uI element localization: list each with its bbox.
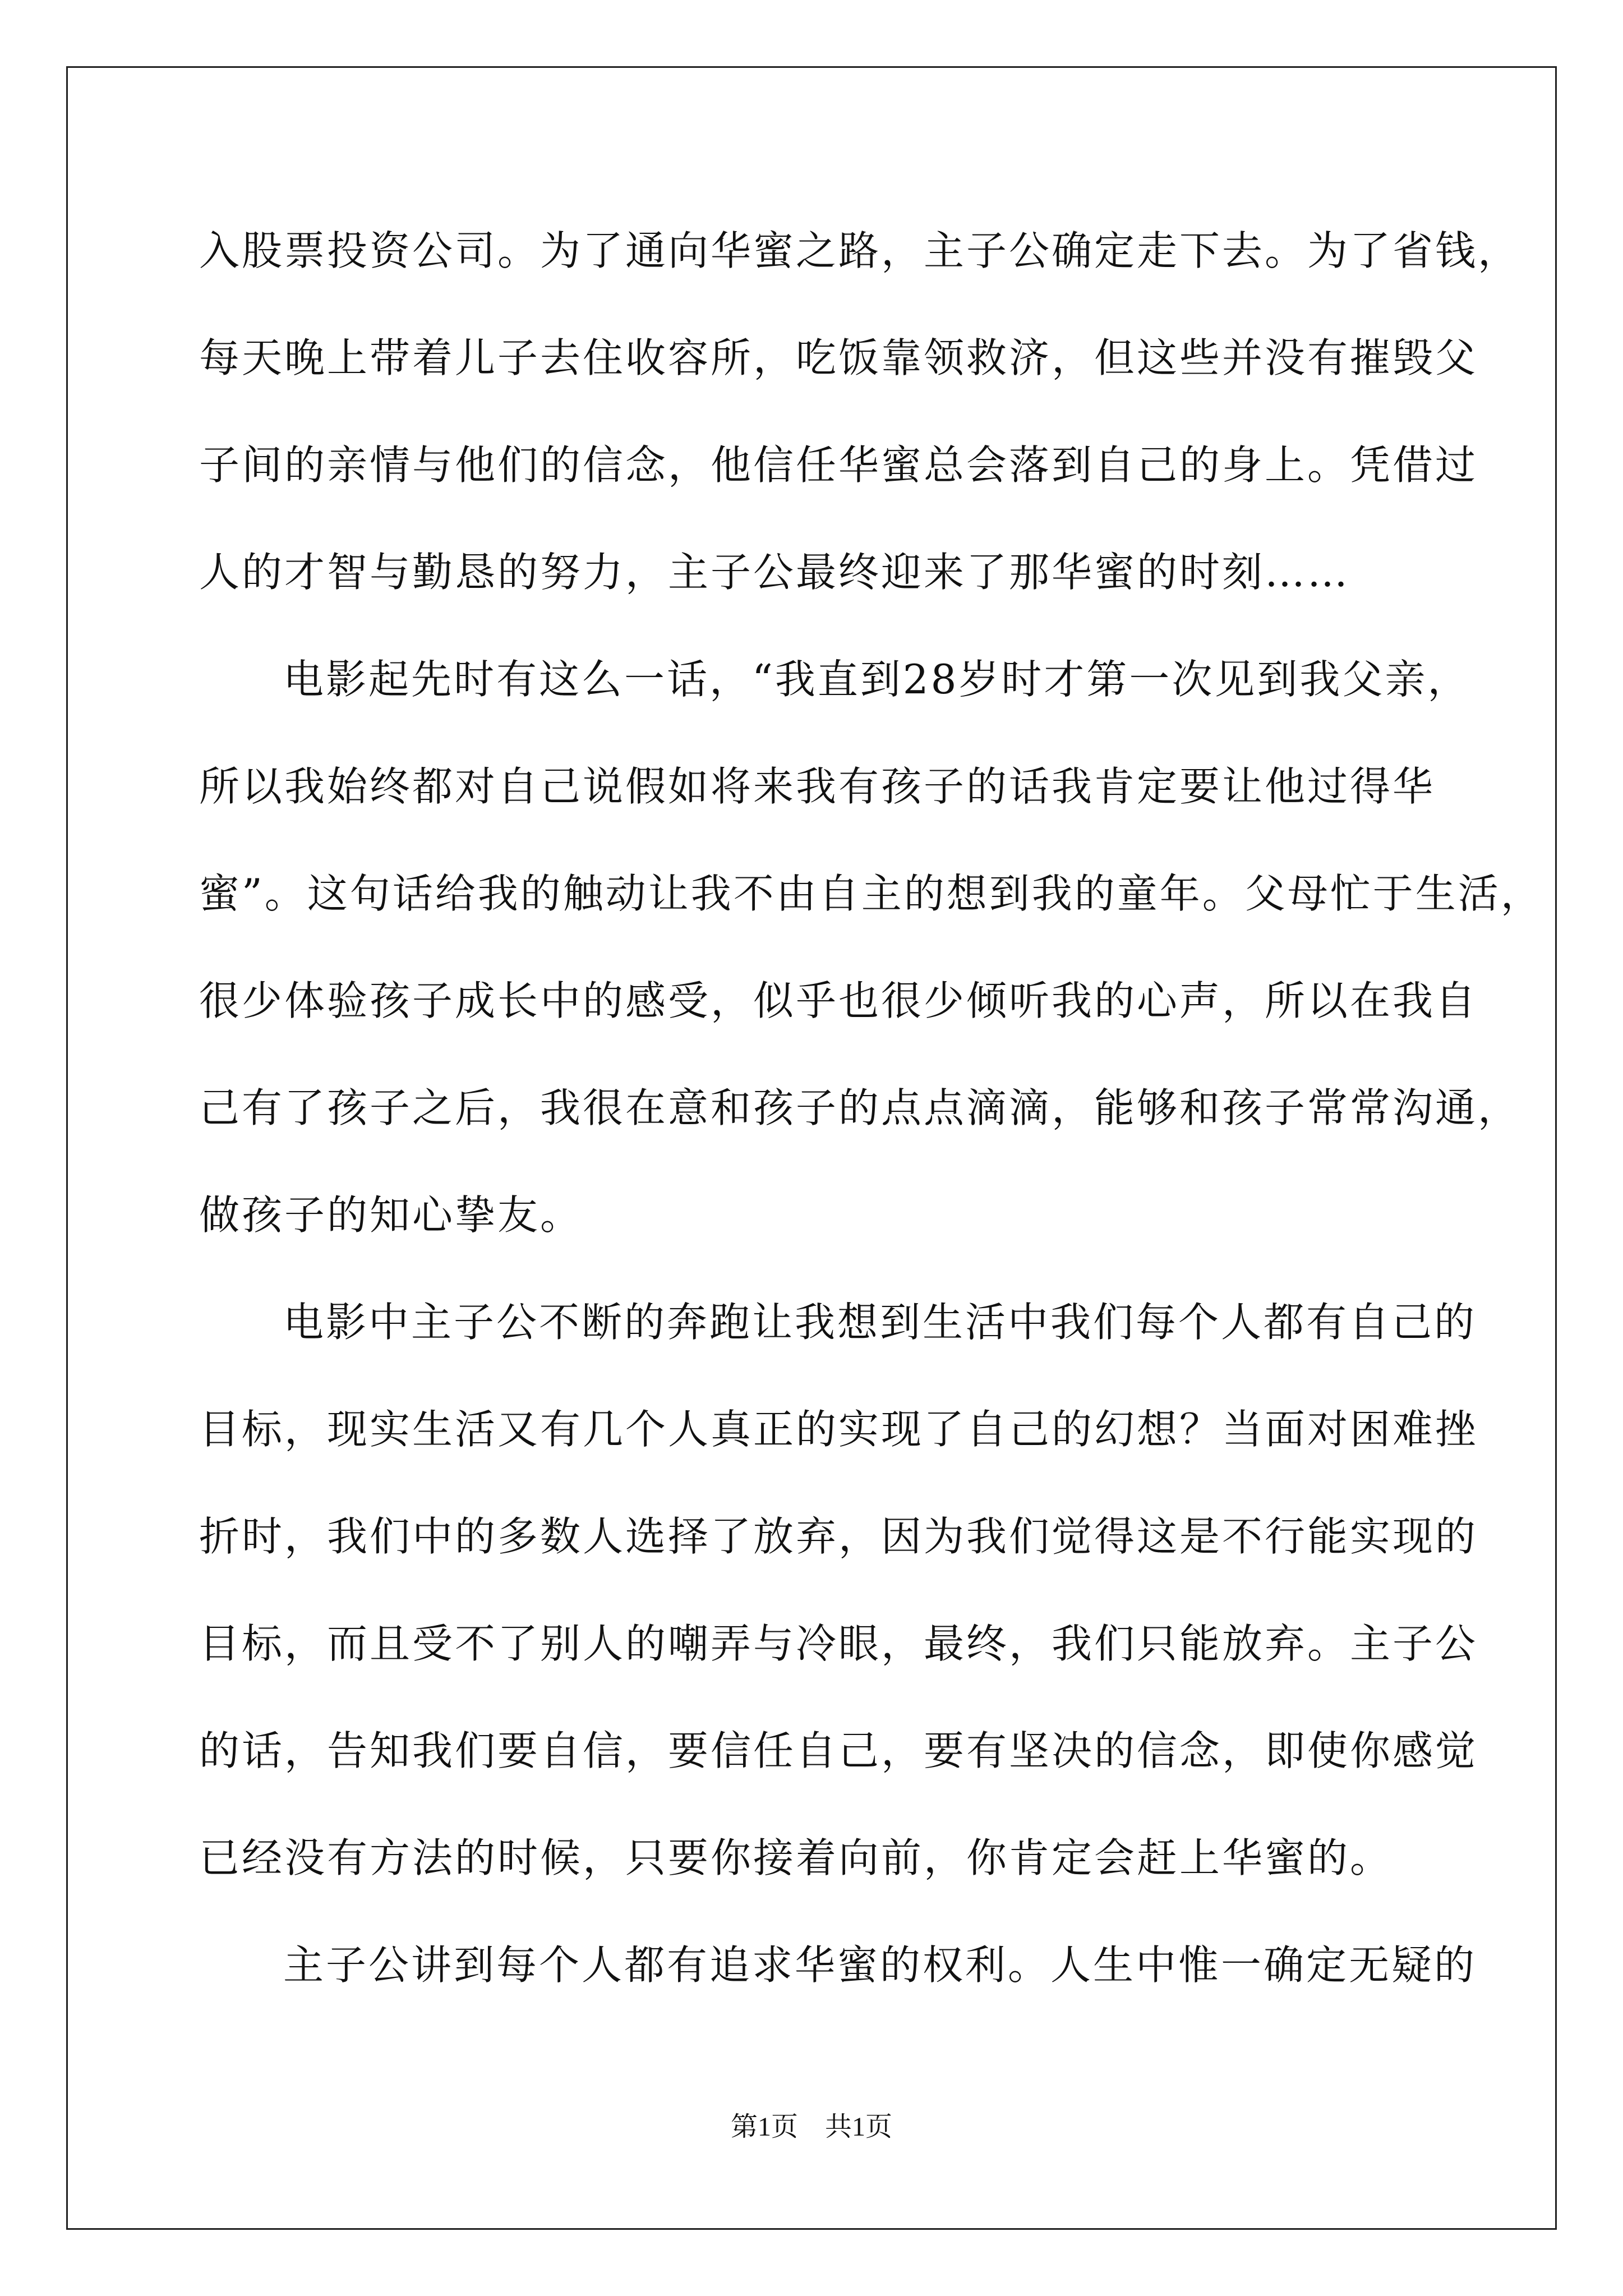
text-line: 蜜”。这句话给我的触动让我不由自主的想到我的童年。父母忙于生活， [199, 870, 1543, 917]
paragraph-first-line: 电影起先时有这么一话，“我直到28岁时才第一次见到我父亲， [283, 656, 1470, 703]
text-line: 子间的亲情与他们的信念，他信任华蜜总会落到自己的身上。凭借过 [199, 441, 1478, 489]
paragraph-first-line: 电影中主子公不断的奔跑让我想到生活中我们每个人都有自己的 [283, 1299, 1477, 1346]
text-line: 入股票投资公司。为了通向华蜜之路，主子公确定走下去。为了省钱， [199, 227, 1521, 274]
text-line: 所以我始终都对自己说假如将来我有孩子的话我肯定要让他过得华 [199, 763, 1436, 810]
text-line: 目标，现实生活又有几个人真正的实现了自己的幻想？当面对困难挫 [199, 1406, 1478, 1453]
text-line: 做孩子的知心挚友。 [199, 1191, 583, 1239]
text-line: 己有了孩子之后，我很在意和孩子的点点滴滴，能够和孩子常常沟通， [199, 1084, 1521, 1131]
paragraph-first-line: 主子公讲到每个人都有追求华蜜的权利。人生中惟一确定无疑的 [283, 1941, 1477, 1989]
document-body [199, 197, 1543, 2019]
text-line: 目标，而且受不了别人的嘲弄与冷眼，最终，我们只能放弃。主子公 [199, 1620, 1478, 1667]
text-line: 折时，我们中的多数人选择了放弃，因为我们觉得这是不行能实现的 [199, 1513, 1478, 1560]
text-line: 每天晚上带着儿子去住收容所，吃饭靠领救济，但这些并没有摧毁父 [199, 334, 1478, 381]
text-line: 的话，告知我们要自信，要信任自己，要有坚决的信念，即使你感觉 [199, 1727, 1478, 1774]
page-number-footer: 第1页 共1页 [730, 2112, 892, 2142]
text-line: 很少体验孩子成长中的感受，似乎也很少倾听我的心声，所以在我自 [199, 977, 1478, 1024]
text-line: 人的才智与勤恳的努力，主子公最终迎来了那华蜜的时刻…… [199, 549, 1350, 596]
text-line: 已经没有方法的时候，只要你接着向前，你肯定会赶上华蜜的。 [199, 1834, 1393, 1881]
